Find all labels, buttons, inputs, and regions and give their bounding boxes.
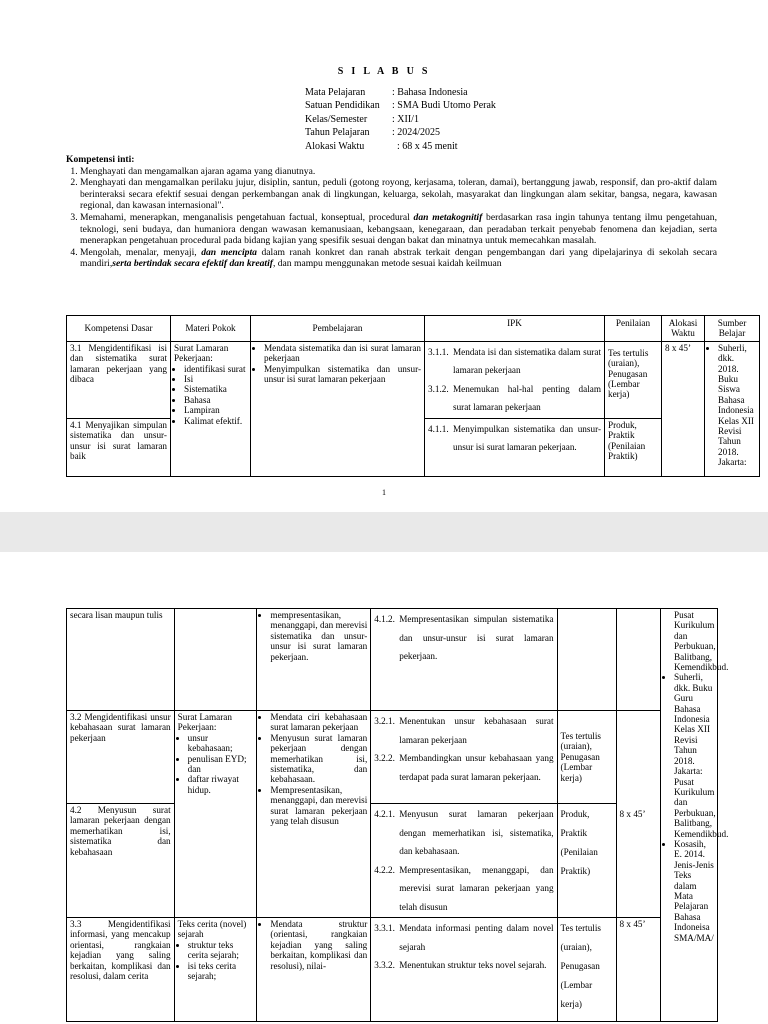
list-item: • struktur teks cerita sejarah;	[188, 940, 254, 961]
ipk-item: 4.1.1. Menyimpulkan sistematika dan unsur-unsur isi surat lamaran pekerjaan.	[428, 423, 601, 453]
ipk-item: 3.1.1. Mendata isi dan sistematika dalam surat lamaran pekerjaan	[428, 346, 601, 376]
ki-item: 1. Menghayati dan mengamalkan ajaran agama yang dianutnya.	[80, 166, 717, 178]
list-item: • Suherli, dkk. 2018. Buku Siswa Bahasa Indonesia Kelas XII Revisi Tahun 2018. Jakarta:	[718, 343, 756, 468]
header-sumber: Sumber Belajar	[705, 316, 760, 342]
alokasi-cell	[616, 609, 661, 711]
ki-item	[80, 247, 717, 270]
ipk-item: 3.2.2. Membandingkan unsur kebahasaan yang terdapat pada surat lamaran pekerjaan.	[374, 753, 554, 782]
ki-text: Memahami, menerapkan, menganalisis pengetahuan factual, konseptual, procedural	[80, 211, 414, 223]
ipk-item: 3.2.1. Menentukan unsur kebahasaan surat lamaran pekerjaan	[374, 716, 554, 745]
list-item: • mempresentasikan, menanggapi, dan merevisi sistematika dan unsur-unsur isi surat lamaran pekerjaan.	[270, 610, 367, 662]
ipk-cell	[371, 918, 557, 1022]
materi-cell	[174, 711, 257, 918]
sumber-list	[708, 343, 756, 468]
pembelajaran-cell	[257, 609, 371, 711]
ki-text: , dan mampu menggunakan metode sesuai kaidah keilmuan	[272, 258, 502, 270]
ki-text: berdasarkan rasa ingin tahunya tentang ilmu pengetahuan, teknologi, seni budaya, dan humaniora dengan wawasan kemanusiaan, kebangsaan, kenegaraan, dan peradaban terkait penyebab fenomena dan kejadian, serta menerapkan pengetahuan procedural pada bidang kajian yang spesifik sesuai dengan bakat dan minatnya untuk memecahkan masalah.	[80, 211, 717, 247]
meta-value: : XII/1	[392, 113, 419, 125]
ki-emphasis: dan metakognitif	[413, 211, 483, 223]
materi-list	[178, 733, 254, 795]
ipk-cell	[425, 341, 605, 418]
kompetensi-inti	[66, 154, 717, 270]
list-item: • Kalimat efektif.	[184, 416, 247, 426]
ipk-cell	[371, 804, 557, 918]
materi-title: Surat Lamaran Pekerjaan:	[174, 342, 229, 364]
list-item: • Mendata struktur (orientasi, rangkaian kejadian yang saling berkaitan, komplikasi dan resolusi), nilai-	[270, 919, 367, 971]
list-item: • Menyimpulkan sistematika dan unsur-unsur isi surat lamaran pekerjaan	[264, 364, 421, 385]
ki-emphasis: serta bertindak secara efektif dan kreatif	[112, 258, 273, 270]
meta-value: : SMA Budi Utomo Perak	[392, 100, 496, 112]
kd-cell: 4.2 Menyusun surat lamaran pekerjaan dengan memerhatikan isi, sistematika dan kebahasaan	[67, 804, 175, 918]
meta-key: Kelas/Semester	[305, 113, 368, 125]
alokasi-cell: 8 x 45’	[662, 341, 705, 476]
meta-value: : Bahasa Indonesia	[392, 87, 468, 98]
materi-title: Teks cerita (novel) sejarah	[177, 919, 247, 940]
sumber-cell	[661, 609, 729, 1022]
ki-text: Mengolah, menalar, menyaji,	[80, 246, 202, 258]
ipk-item: 4.2.1. Menyusun surat lamaran pekerjaan dengan memerhatikan isi, sistematika, dan kebahasaan.	[374, 809, 554, 856]
list-item: • isi teks cerita sejarah;	[188, 961, 254, 982]
ki-item: 2. Menghayati dan mengamalkan perilaku jujur, disiplin, santun, peduli (gotong royong, kerjasama, toleran, damai), bertanggung jawab, responsif, dan pro-aktif dalam berinteraksi secara efektif sesuai dengan perkembangan anak di lingkungan, keluarga, sekolah, masyarakat dan lingkungan alam sekitar, bangsa, negara, kawasan regional, dan kawasan internasional".	[80, 177, 717, 212]
meta-key: Tahun Pelajaran	[305, 127, 370, 139]
pembelajaran-list	[260, 712, 367, 826]
page-2	[0, 552, 768, 1024]
ki-text: dalam ranah konkret dan ranah abstrak terkait dengan pengembangan dari yang dipelajarinya di sekolah secara mandiri,	[80, 246, 717, 270]
alokasi-cell: 8 x 45’	[616, 711, 661, 918]
list-item: • unsur kebahasaan;	[188, 733, 254, 754]
penilaian-cell: Tes tertulis (uraian), Penugasan (Lembar kerja)	[557, 918, 616, 1022]
sumber-list	[664, 672, 729, 943]
kompetensi-list	[66, 166, 717, 270]
meta-key: Alokasi Waktu	[305, 140, 365, 152]
sumber-cont: Pusat Kurikulum dan Perbukuan, Balitbang, Kemendikbud.	[674, 610, 729, 673]
materi-cell	[174, 609, 257, 711]
penilaian-cell	[557, 609, 616, 711]
penilaian-cell: Tes tertulis (uraian), Penugasan (Lembar kerja)	[605, 341, 662, 418]
materi-cell	[174, 918, 257, 1022]
list-item: • Suherli, dkk. Buku Guru Bahasa Indonesia Kelas XII Revisi Tahun 2018. Jakarta: Pusat Kurikulum dan Perbukuan, Balitbang, Kemendikbud.	[674, 672, 714, 839]
list-item: • Sistematika	[184, 384, 247, 394]
ipk-item: 3.3.1. Mendata informasi penting dalam novel sejarah	[374, 923, 554, 952]
penilaian-cell: Produk, Praktik (Penilaian Praktik)	[557, 804, 616, 918]
materi-cell	[171, 341, 251, 476]
pembelajaran-cell	[257, 711, 371, 918]
header-ipk: IPK	[425, 316, 605, 342]
materi-list	[174, 364, 247, 426]
header-penilaian: Penilaian	[605, 316, 662, 342]
course-info	[305, 86, 496, 153]
kd-cell: 4.1 Menyajikan simpulan sistematika dan unsur-unsur isi surat lamaran baik	[67, 418, 171, 476]
kd-cell: secara lisan maupun tulis	[67, 609, 175, 711]
meta-key: Mata Pelajaran	[305, 87, 366, 98]
ipk-item: 4.2.2. Mempresentasikan, menanggapi, dan merevisi surat lamaran pekerjaan yang telah disusun	[374, 864, 554, 912]
silabus-table-page1	[66, 315, 760, 477]
kd-cell: 3.2 Mengidentifikasi unsur kebahasaan surat lamaran pekerjaan	[67, 711, 175, 804]
header-materi: Materi Pokok	[171, 316, 251, 342]
ipk-cell	[371, 711, 557, 804]
list-item: • Bahasa	[184, 395, 247, 405]
list-item: • Menyusun surat lamaran pekerjaan dengan memerhatikan isi, sistematika, dan kebahasaan.	[270, 733, 367, 785]
pembelajaran-cell	[257, 918, 371, 1022]
meta-value: : 68 x 45 menit	[392, 140, 458, 152]
list-item: • Mempresentasikan, menanggapi, dan merevisi surat lamaran pekerjaan yang telah disusun	[270, 785, 367, 827]
kd-cell: 3.3 Mengidentifikasi informasi, yang mencakup orientasi, rangkaian kejadian yang saling berkaitan, komplikasi dan resolusi, dalam cerita	[67, 918, 175, 1022]
penilaian-cell: Tes tertulis (uraian), Penugasan (Lembar kerja)	[557, 711, 616, 804]
ipk-cell	[425, 418, 605, 476]
sumber-cell	[705, 341, 760, 476]
kd-cell: 3.1 Mengidentifikasi isi dan sistematika surat lamaran pekerjaan yang dibaca	[67, 341, 171, 418]
header-pembelajaran: Pembelajaran	[251, 316, 425, 342]
page-number: 1	[382, 488, 386, 497]
list-item: • identifikasi surat	[184, 364, 247, 374]
ki-item	[80, 212, 717, 247]
meta-value: : 2024/2025	[392, 127, 441, 139]
silabus-table-page2	[66, 608, 729, 1022]
ipk-item: 3.1.2. Menemukan hal-hal penting dalam surat lamaran pekerjaan	[428, 383, 601, 413]
alokasi-cell: 8 x 45’	[616, 918, 661, 1022]
pembelajaran-cell	[251, 341, 425, 476]
ipk-item: 4.1.2. Mempresentasikan simpulan sistematika dan unsur-unsur isi surat lamaran pekerjaan.	[374, 614, 554, 661]
list-item: • Lampiran	[184, 405, 247, 415]
penilaian-cell: Produk, Praktik (Penilaian Praktik)	[605, 418, 662, 476]
list-item: • penulisan EYD; dan	[188, 754, 254, 775]
ki-emphasis: dan mencipta	[201, 246, 257, 258]
materi-list	[178, 940, 254, 982]
list-item: • Mendata sistematika dan isi surat lamaran pekerjaan	[264, 343, 421, 364]
kompetensi-heading: Kompetensi inti:	[66, 154, 135, 165]
ipk-item: 3.3.2. Menentukan struktur teks novel sejarah.	[374, 960, 547, 970]
header-alokasi: Alokasi Waktu	[662, 316, 705, 342]
materi-title: Surat Lamaran Pekerjaan:	[177, 712, 232, 733]
document-title: S I L A B U S	[337, 66, 431, 77]
pembelajaran-list	[260, 919, 367, 971]
list-item: • Isi	[184, 374, 247, 384]
pembelajaran-list	[254, 343, 421, 385]
list-item: • Kosasih, E. 2014. Jenis-Jenis Teks dalam Mata Pelajaran Bahasa Indoneisa SMA/MA/	[674, 839, 714, 943]
ipk-cell	[371, 609, 557, 711]
list-item: • Mendata ciri kebahasaan surat lamaran pekerjaan	[270, 712, 367, 733]
list-item: • daftar riwayat hidup.	[188, 774, 254, 795]
pembelajaran-list	[260, 610, 367, 662]
header-kd: Kompetensi Dasar	[67, 316, 171, 342]
meta-key: Satuan Pendidikan	[305, 100, 380, 112]
